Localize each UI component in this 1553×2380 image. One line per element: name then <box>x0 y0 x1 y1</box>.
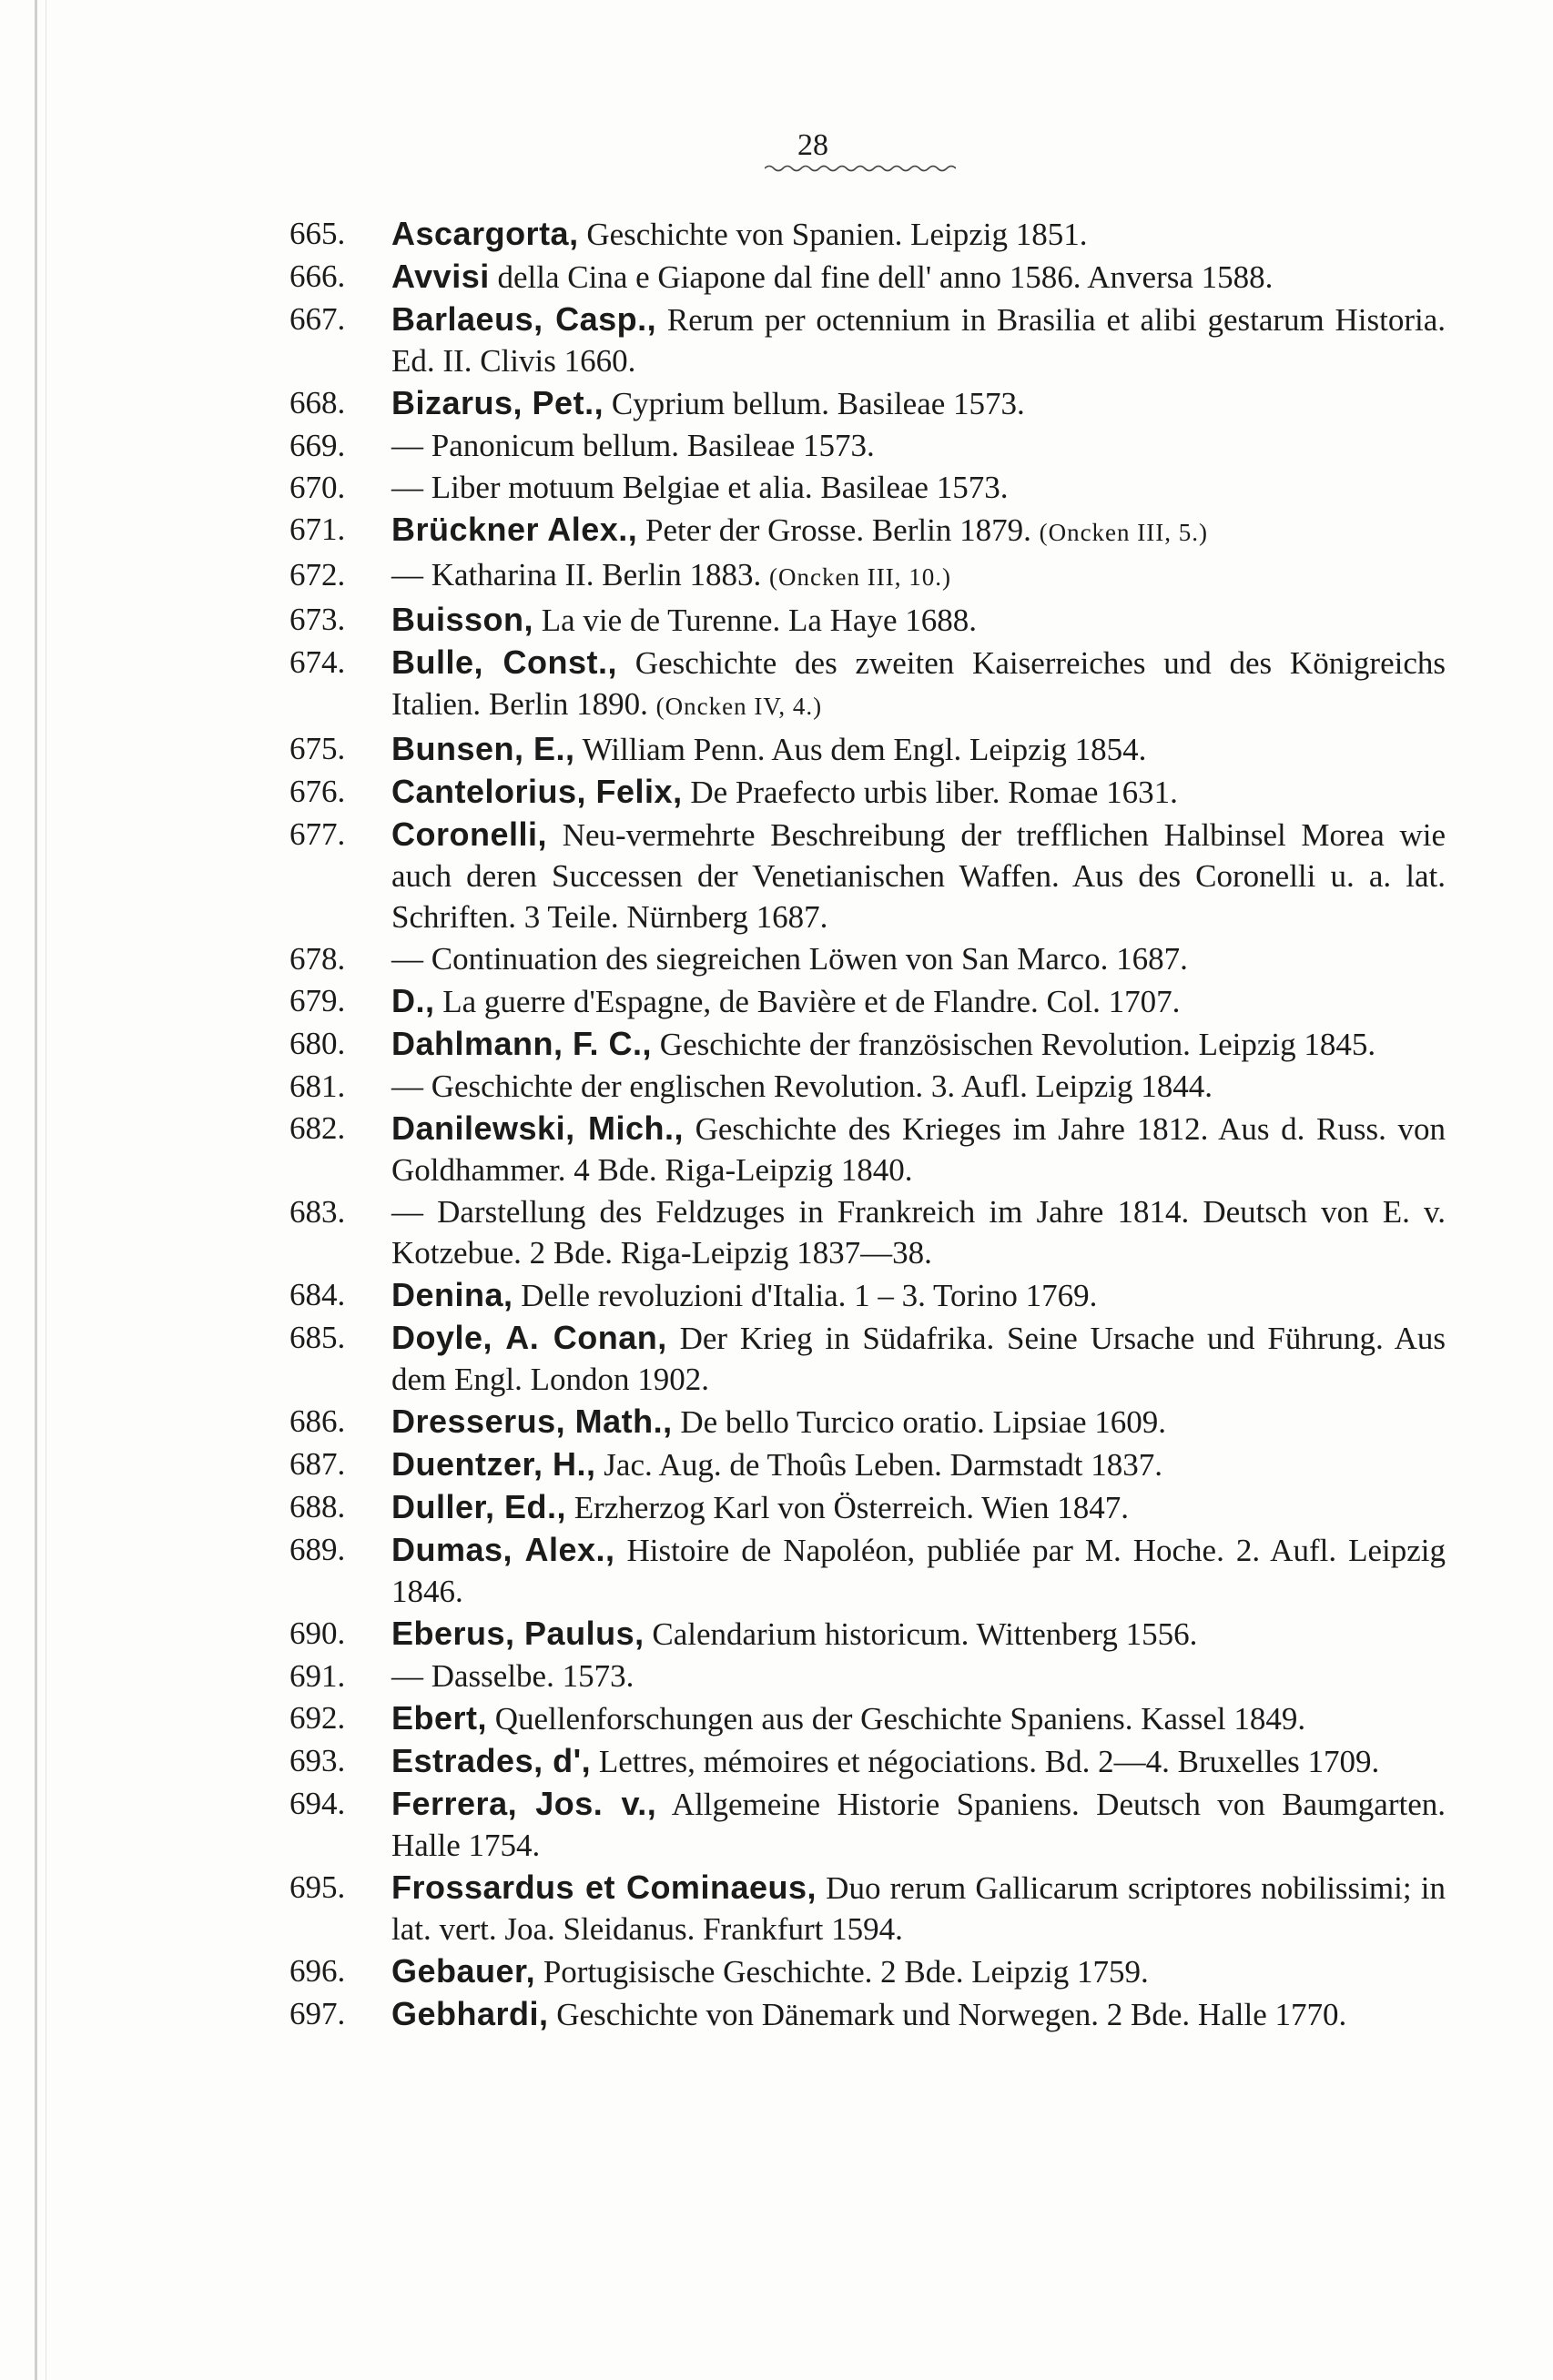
page-gutter-edge <box>35 0 37 2380</box>
entry-title: Der Krieg in Südafrika. Seine Ursache und Führung. Aus dem Engl. London 1902. <box>391 1321 1446 1397</box>
list-item <box>289 938 1446 979</box>
entry-number: 685. <box>289 1320 346 1355</box>
list-item <box>289 1697 1446 1739</box>
entry-number: 678. <box>289 941 346 977</box>
entry-title: — Liber motuum Belgiae et alia. Basileae 1573. <box>391 470 1009 505</box>
entry-author: Gebhardi, <box>391 1995 549 2032</box>
list-item <box>289 299 1446 381</box>
entry-title: — Continuation des siegreichen Löwen von San Marco. 1687. <box>391 941 1188 977</box>
entry-number: 688. <box>289 1489 346 1524</box>
list-item <box>289 1274 1446 1316</box>
entry-author: Ferrera, Jos. v., <box>391 1785 657 1822</box>
entry-body <box>391 1697 1446 1739</box>
entry-title: Jac. Aug. de Thoûs Leben. Darmstadt 1837. <box>595 1447 1162 1483</box>
entry-number: 671. <box>289 511 346 547</box>
entry-author: Bulle, Const., <box>391 643 618 681</box>
entry-series-note: (Oncken III, 10.) <box>769 563 951 591</box>
entry-author: Frossardus et Cominaeus, <box>391 1869 817 1906</box>
entry-author: Ebert, <box>391 1699 488 1737</box>
list-item <box>289 1443 1446 1485</box>
entry-number: 667. <box>289 301 346 337</box>
list-item <box>289 1950 1446 1992</box>
entry-body <box>391 256 1446 298</box>
entry-title: Geschichte von Spanien. Leipzig 1851. <box>578 217 1088 252</box>
entry-title: — Darstellung des Feldzuges in Frankreich im Jahre 1814. Deutsch von E. v. Kotzebue. 2 Bde. Riga-Leipzig 1837—38. <box>391 1194 1446 1271</box>
entry-title: Peter der Grosse. Berlin 1879. <box>637 512 1040 548</box>
entry-body <box>391 642 1446 727</box>
entry-author: Dumas, Alex., <box>391 1531 615 1568</box>
list-item <box>289 1867 1446 1950</box>
entry-number: 670. <box>289 470 346 505</box>
entry-number: 686. <box>289 1403 346 1439</box>
entry-body <box>391 467 1446 508</box>
page-number: 28 <box>797 128 828 162</box>
entry-author: Avvisi <box>391 258 490 295</box>
entry-title: De bello Turcico oratio. Lipsiae 1609. <box>672 1404 1167 1440</box>
list-item <box>289 1066 1446 1107</box>
entry-author: Danilewski, Mich., <box>391 1109 684 1147</box>
entry-body <box>391 1401 1446 1443</box>
entry-body <box>391 728 1446 770</box>
entry-body <box>391 599 1446 641</box>
entry-body <box>391 1108 1446 1190</box>
entry-body <box>391 554 1446 598</box>
entry-number: 677. <box>289 816 346 852</box>
list-item <box>289 1783 1446 1866</box>
entry-title: Rerum per octennium in Brasilia et alibi gestarum Historia. Ed. II. Clivis 1660. <box>391 302 1446 379</box>
entry-series-note: (Oncken IV, 4.) <box>655 693 823 720</box>
entry-author: Barlaeus, Casp., <box>391 300 657 338</box>
entry-author: Dresserus, Math., <box>391 1403 673 1440</box>
entry-author: D., <box>391 982 435 1019</box>
entry-title: Cyprium bellum. Basileae 1573. <box>604 386 1025 421</box>
entry-number: 695. <box>289 1869 346 1905</box>
entry-body <box>391 1317 1446 1400</box>
list-item <box>289 980 1446 1022</box>
entry-title: Erzherzog Karl von Österreich. Wien 1847. <box>566 1490 1130 1525</box>
entry-author: Bunsen, E., <box>391 730 575 767</box>
list-item <box>289 509 1446 553</box>
entry-body <box>391 1529 1446 1612</box>
entry-body <box>391 382 1446 424</box>
entry-number: 680. <box>289 1026 346 1061</box>
entry-title: La guerre d'Espagne, de Bavière et de Flandre. Col. 1707. <box>434 984 1181 1019</box>
entry-number: 687. <box>289 1446 346 1482</box>
list-item <box>289 814 1446 937</box>
entry-body <box>391 980 1446 1022</box>
entry-author: Coronelli, <box>391 815 548 853</box>
entry-number: 675. <box>289 731 346 766</box>
entry-title: Lettres, mémoires et négociations. Bd. 2—4. Bruxelles 1709. <box>591 1744 1380 1779</box>
entry-title: — Katharina II. Berlin 1883. <box>391 557 770 592</box>
list-item <box>289 1023 1446 1065</box>
page-header <box>0 127 1553 164</box>
list-item <box>289 1191 1446 1273</box>
entry-body <box>391 1740 1446 1782</box>
list-item <box>289 425 1446 466</box>
list-item <box>289 1317 1446 1400</box>
entry-body <box>391 814 1446 937</box>
entry-title: Geschichte der französischen Revolution. Leipzig 1845. <box>652 1027 1376 1062</box>
entry-title: Delle revoluzioni d'Italia. 1 – 3. Torino 1769. <box>513 1278 1098 1313</box>
entry-number: 694. <box>289 1786 346 1821</box>
entry-body <box>391 509 1446 553</box>
entry-title: Histoire de Napoléon, publiée par M. Hoche. 2. Aufl. Leipzig 1846. <box>391 1533 1446 1609</box>
entry-body <box>391 1023 1446 1065</box>
entry-body <box>391 1613 1446 1655</box>
entry-author: Cantelorius, Felix, <box>391 773 683 810</box>
entry-body <box>391 1783 1446 1866</box>
list-item <box>289 599 1446 641</box>
entry-number: 693. <box>289 1743 346 1778</box>
list-item <box>289 771 1446 813</box>
list-item <box>289 256 1446 298</box>
entry-title: — Dasselbe. 1573. <box>391 1658 634 1694</box>
entry-body <box>391 299 1446 381</box>
entry-body <box>391 1656 1446 1696</box>
entry-number: 689. <box>289 1532 346 1567</box>
entry-body <box>391 1191 1446 1273</box>
entry-author: Duller, Ed., <box>391 1488 567 1525</box>
entry-number: 666. <box>289 258 346 294</box>
entry-title: Geschichte von Dänemark und Norwegen. 2 Bde. Halle 1770. <box>548 1997 1347 2032</box>
entry-number: 684. <box>289 1277 346 1312</box>
entry-body <box>391 938 1446 979</box>
list-item <box>289 1401 1446 1443</box>
entry-number: 674. <box>289 644 346 680</box>
entry-number: 669. <box>289 428 346 463</box>
entry-number: 665. <box>289 216 346 251</box>
list-item <box>289 642 1446 727</box>
entry-title: Quellenforschungen aus der Geschichte Spaniens. Kassel 1849. <box>487 1701 1306 1737</box>
bibliography-list <box>289 213 1446 2036</box>
entry-body <box>391 1443 1446 1485</box>
entry-body <box>391 1066 1446 1107</box>
entry-series-note: (Oncken III, 5.) <box>1039 519 1209 546</box>
entry-author: Estrades, d', <box>391 1742 592 1779</box>
entry-body <box>391 1993 1446 2035</box>
entry-author: Duentzer, H., <box>391 1445 596 1483</box>
list-item <box>289 213 1446 255</box>
list-item <box>289 554 1446 598</box>
entry-body <box>391 1950 1446 1992</box>
entry-author: Doyle, A. Conan, <box>391 1319 667 1356</box>
entry-author: Brückner Alex., <box>391 511 638 548</box>
entry-title: William Penn. Aus dem Engl. Leipzig 1854. <box>574 732 1147 767</box>
entry-body <box>391 771 1446 813</box>
entry-number: 673. <box>289 602 346 637</box>
list-item <box>289 1613 1446 1655</box>
entry-number: 681. <box>289 1068 346 1104</box>
entry-title: La vie de Turenne. La Haye 1688. <box>533 603 977 638</box>
entry-title: Portugisische Geschichte. 2 Bde. Leipzig 1759. <box>535 1954 1149 1990</box>
entry-number: 690. <box>289 1615 346 1651</box>
entry-number: 682. <box>289 1110 346 1146</box>
entry-author: Gebauer, <box>391 1952 536 1990</box>
entry-body <box>391 1274 1446 1316</box>
entry-number: 679. <box>289 983 346 1018</box>
list-item <box>289 382 1446 424</box>
entry-title: De Praefecto urbis liber. Romae 1631. <box>682 775 1178 810</box>
entry-number: 668. <box>289 385 346 420</box>
entry-number: 691. <box>289 1658 346 1694</box>
entry-number: 672. <box>289 557 346 592</box>
list-item <box>289 467 1446 508</box>
entry-title: — Geschichte der englischen Revolution. 3. Aufl. Leipzig 1844. <box>391 1068 1213 1104</box>
list-item <box>289 1993 1446 2035</box>
entry-title: Allgemeine Historie Spaniens. Deutsch von Baumgarten. Halle 1754. <box>391 1787 1446 1863</box>
entry-body <box>391 1486 1446 1528</box>
page-number-flourish-icon <box>765 164 956 173</box>
list-item <box>289 1740 1446 1782</box>
entry-title: Duo rerum Gallicarum scriptores nobilissimi; in lat. vert. Joa. Sleidanus. Frankfurt 1594. <box>391 1870 1446 1947</box>
entry-title: Calendarium historicum. Wittenberg 1556. <box>644 1616 1198 1652</box>
entry-body <box>391 1867 1446 1950</box>
entry-title: Geschichte des Krieges im Jahre 1812. Aus d. Russ. von Goldhammer. 4 Bde. Riga-Leipzig 1840. <box>391 1111 1446 1188</box>
entry-title: — Panonicum bellum. Basileae 1573. <box>391 428 875 463</box>
entry-title: Neu-vermehrte Beschreibung der trefflichen Halbinsel Morea wie auch deren Successen der Venetianischen Waffen. Aus des Coronelli u. a. lat. Schriften. 3 Teile. Nürnberg 1687. <box>391 817 1446 935</box>
list-item <box>289 1529 1446 1612</box>
entry-number: 676. <box>289 774 346 809</box>
entry-author: Denina, <box>391 1276 513 1313</box>
list-item <box>289 1486 1446 1528</box>
entry-number: 692. <box>289 1700 346 1736</box>
list-item <box>289 728 1446 770</box>
entry-number: 683. <box>289 1194 346 1230</box>
entry-author: Buisson, <box>391 601 534 638</box>
entry-title: Geschichte des zweiten Kaiserreiches und des Königreichs Italien. Berlin 1890. <box>391 645 1446 722</box>
entry-author: Dahlmann, F. C., <box>391 1025 653 1062</box>
entry-title: della Cina e Giapone dal fine dell' anno 1586. Anversa 1588. <box>489 259 1274 295</box>
entry-number: 697. <box>289 1996 346 2031</box>
entry-body <box>391 213 1446 255</box>
list-item <box>289 1108 1446 1190</box>
entry-author: Ascargorta, <box>391 215 579 252</box>
list-item <box>289 1656 1446 1696</box>
entry-author: Bizarus, Pet., <box>391 384 604 421</box>
entry-author: Eberus, Paulus, <box>391 1615 645 1652</box>
entry-body <box>391 425 1446 466</box>
entry-number: 696. <box>289 1953 346 1989</box>
